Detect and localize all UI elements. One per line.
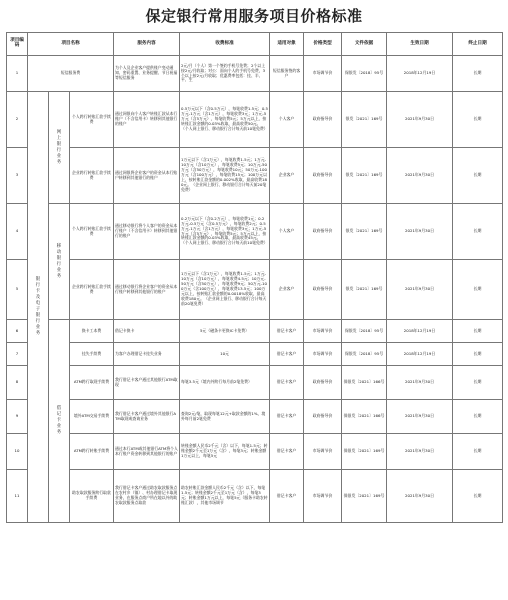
row-code: 10 [7,434,28,470]
row-file: 银发〔2021〕169号 [342,148,387,204]
row-name: 企业跨行转账汇款手续费 [70,260,114,320]
table-row [7,204,503,260]
row-content: 为个人及企业客户提供账户变动通知、密码重置、业务提醒、节日祝福等短信服务 [114,56,180,92]
row-file: 保银发〔2018〕95号 [342,343,387,366]
price-table-wrapper [6,32,502,523]
row-fee: 1万元以下（含1万元），每笔收费1.5元；1万元-10万元（含10万元），每笔收费4.5元；10万元-50万元（含50万元），每笔收费9元；50万元-100万元（含100万元），每笔收费13.5元；100万元以上，按转账汇款金额的0.0018%收取，最高收费180元。（企业网上银行、移动银行合计每天前20笔免费） [180,260,270,320]
row-fee: 每笔3.5元（境内外跨行每月前2笔免费） [180,366,270,400]
row-start: 2021年9月30日 [387,260,453,320]
row-end: 长期 [453,400,503,434]
table-row [7,92,503,148]
row-code: 2 [7,92,28,148]
row-start: 2018年12月19日 [387,343,453,366]
row-end: 长期 [453,204,503,260]
row-file: 保银发〔2018〕95号 [342,320,387,343]
table-row [7,56,503,92]
table-row [7,366,503,400]
header-type: 价格类型 [304,33,342,56]
row-file: 保银发〔2018〕95号 [342,56,387,92]
row-end: 长期 [453,434,503,470]
row-name: 个人跨行转账汇款手续费 [70,92,114,148]
row-code: 11 [7,470,28,523]
row-fee: 转账金额人民币2千元（含）以下，每笔1.5元；转账金额2千元至1万元（含），每笔3元；转账金额1万元以上，每笔5元 [180,434,270,470]
header-name: 项目名称 [28,33,114,56]
row-code: 6 [7,320,28,343]
table-row [7,148,503,204]
row-content: 我行借记卡客户通过助农取款服务点在农村乡（镇）、村办理借记卡取现业务，在服务点商户所在地以外的助农取款服务点取款 [114,470,180,523]
group-mobile-banking: 移动银行业务 [49,204,70,320]
row-target: 借记卡客户 [270,470,304,523]
header-code: 项目编码 [7,33,28,56]
row-target: 企业客户 [270,260,304,320]
row-content: 通过网银向个人客户转账汇款从本行账户（不含信用卡）转移到其他银行的账户 [114,92,180,148]
row-end: 长期 [453,92,503,148]
row-type: 政府指导价 [304,260,342,320]
row-type: 政府指导价 [304,366,342,400]
row-content: 通过移动银行将个人客户的资金从本行账户（不含信用卡）转移到其他银行的账户 [114,204,180,260]
row-content: 我行借记卡客户通过其他银行ATM取现 [114,366,180,400]
row-code: 3 [7,148,28,204]
row-fee: 0.2万元以下（含0.2万元），每笔收费1元；0.2万元-0.5万元（含0.5万元），每笔收费2元；0.5万元-1万元（含1万元），每笔收费3元；1万元-5万元（含5万元），每笔收费5元；5万元以上，按转账汇款金额的0.03%收取，最高收费45元。（个人网上银行、移动银行合计每天前10笔免费） [180,204,270,260]
row-file: 银发〔2021〕169号 [342,260,387,320]
row-target: 借记卡客户 [270,320,304,343]
row-start: 2018年12月19日 [387,320,453,343]
row-type: 市场调节价 [304,320,342,343]
row-start: 2021年9月30日 [387,400,453,434]
row-end: 长期 [453,470,503,523]
row-file: 银发〔2021〕169号 [342,204,387,260]
table-row [7,434,503,470]
row-target: 短信服务签约客户 [270,56,304,92]
row-type: 市场调节价 [304,434,342,470]
row-file: 保银发〔2021〕169号 [342,434,387,470]
row-type: 政府指导价 [304,204,342,260]
row-name: 个人跨行转账汇款手续费 [70,204,114,260]
row-target: 个人客户 [270,204,304,260]
table-row [7,400,503,434]
row-name: ATM跨行取现手续费 [70,366,114,400]
header-target: 适用对象 [270,33,304,56]
row-code: 9 [7,400,28,434]
row-file: 保银发〔2021〕169号 [342,470,387,523]
row-type: 市场调节价 [304,56,342,92]
row-end: 长期 [453,366,503,400]
row-code: 7 [7,343,28,366]
row-code: 5 [7,260,28,320]
row-name: 挂失手续费 [70,343,114,366]
table-row [7,320,503,343]
document-title: 保定银行常用服务项目价格标准 [145,7,363,25]
row-end: 长期 [453,320,503,343]
row-content: 通过本行ATM或其他银行ATM将个人本行账户资金转移到其他银行的账户 [114,434,180,470]
row-start: 2021年9月30日 [387,470,453,523]
row-type: 市场调节价 [304,343,342,366]
row-name: 换卡工本费 [70,320,114,343]
group-bank-card-e-banking: 银行卡及电子银行业务 [28,92,49,523]
row-target: 借记卡客户 [270,434,304,470]
table-row [7,343,503,366]
row-name: ATM跨行转账手续费 [70,434,114,470]
row-target: 个人客户 [270,92,304,148]
table-row [7,470,503,523]
row-code: 4 [7,204,28,260]
row-code: 1 [7,56,28,92]
row-fee: 查询2元/笔，取现每笔12元+取款金额的1%，境外每月前2笔免费 [180,400,270,434]
row-target: 借记卡客户 [270,366,304,400]
row-end: 长期 [453,343,503,366]
row-type: 政府指导价 [304,92,342,148]
row-file: 保银发〔2021〕166号 [342,400,387,434]
row-target: 企业客户 [270,148,304,204]
row-file: 银发〔2021〕169号 [342,92,387,148]
row-content: 通过网银将企业客户的资金从本行账户转移到其他银行的账户 [114,148,180,204]
row-content: 借记卡换卡 [114,320,180,343]
row-target: 借记卡客户 [270,400,304,434]
header-content: 服务内容 [114,33,180,56]
row-fee: 5元（磁条卡更换IC卡免费） [180,320,270,343]
row-code: 8 [7,366,28,400]
row-end: 长期 [453,56,503,92]
row-fee: 2元/月（个人）第一个签约手机号免费；2个以上按2元/月收取；对公：面向个人的手机号免费，3个以上按2元/月收取；优惠费率包括：挂、半、平、生 [180,56,270,92]
table-header-row [7,33,503,56]
row-name: 境外ATM交易手续费 [70,400,114,434]
row-content: 通过移动银行将企业客户的资金从本行账户转移到其他银行的账户 [114,260,180,320]
row-fee: 10元 [180,343,270,366]
row-name: 助农取款服务跨行取款手续费 [70,470,114,523]
row-start: 2021年9月30日 [387,92,453,148]
row-start: 2021年9月30日 [387,434,453,470]
row-start: 2021年9月30日 [387,204,453,260]
row-name: 企业跨行转账汇款手续费 [70,148,114,204]
row-type: 政府指导价 [304,400,342,434]
row-start: 2018年12月19日 [387,56,453,92]
row-fee: 0.5万元以下（含0.5万元），每笔收费1.5元；0.5万元-1万元（含1万元），每笔收费3元；1万元-5万元（含5万元），每笔收费5元；5万元以上，按转账汇款金额的0.03%收取，最高收费50元。（个人网上银行、移动银行合计每天前10笔免费） [180,92,270,148]
group-online-banking: 网上银行业务 [49,92,70,204]
table-row [7,260,503,320]
row-content: 为客户办理借记卡挂失业务 [114,343,180,366]
row-end: 长期 [453,148,503,204]
row-fee: 助农转账汇款金额人民币2千元（含）以下，每笔1.5元；转账金额2千元至1万元（含），每笔3元；转账金额1万元以上，每笔5元（服务卡助农转账汇款），其他市场调节 [180,470,270,523]
row-fee: 1万元以下（含1万元），每笔收费1.5元；1万元-10万元（含10万元），每笔收费5元；10万元-50万元（含50万元），每笔收费10元；50万元-100万元（含100万元），每笔收费15元；100万元以上，按转账汇款金额的0.002%收取，最高收费180元。（企业网上银行、移动银行合计每天前20笔免费） [180,148,270,204]
row-content: 我行借记卡客户通过境外其他银行ATM取现或查询业务 [114,400,180,434]
group-debit-card: 借记卡业务 [49,320,70,523]
row-file: 保银发〔2021〕166号 [342,366,387,400]
row-type: 市场调节价 [304,470,342,523]
row-end: 长期 [453,260,503,320]
header-end: 终止日期 [453,33,503,56]
row-start: 2021年9月30日 [387,366,453,400]
row-start: 2021年9月30日 [387,148,453,204]
header-file: 文件依据 [342,33,387,56]
row-type: 政府指导价 [304,148,342,204]
row-name: 短信服务费 [28,56,114,92]
header-start: 生效日期 [387,33,453,56]
price-table [6,32,503,523]
row-target: 借记卡客户 [270,343,304,366]
header-fee: 收费标准 [180,33,270,56]
